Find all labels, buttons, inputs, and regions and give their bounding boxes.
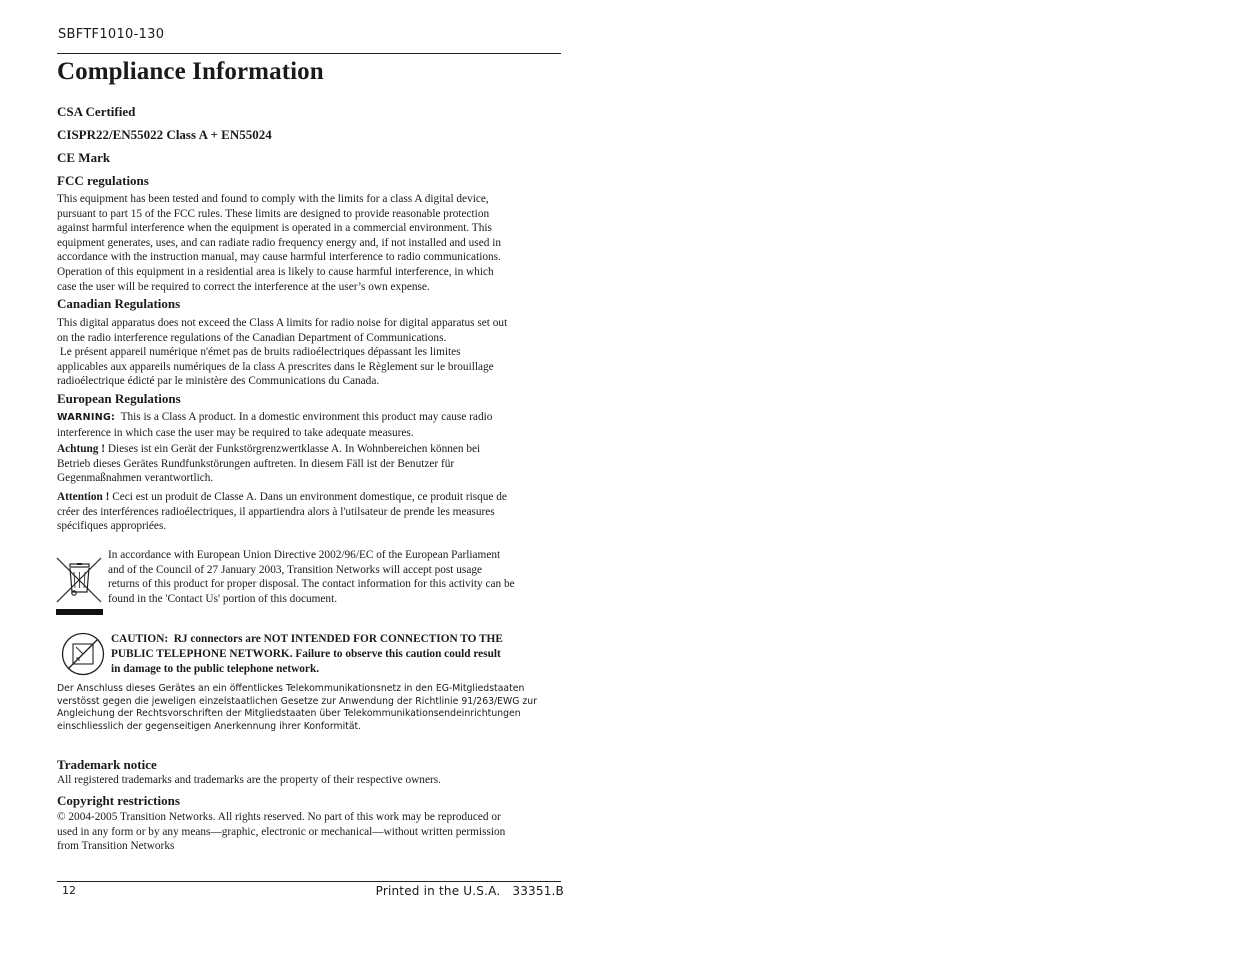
attention-label: Attention ! bbox=[57, 491, 110, 503]
european-regulations-heading: European Regulations bbox=[57, 391, 181, 406]
crossed-out-wheelie-bin-icon bbox=[55, 554, 104, 616]
copyright-paragraph bbox=[57, 810, 562, 854]
text-line: on the radio interference regulations of the Canadian Department of Communications. bbox=[57, 331, 447, 344]
text-line: applicables aux appareils numériques de la class A prescrites dans le Règlement sur le brouillage bbox=[57, 360, 494, 373]
warning-label: WARNING: bbox=[57, 412, 116, 423]
ce-mark-heading: CE Mark bbox=[57, 150, 111, 165]
text-line: Betrieb dieses Gerätes Rundfunkstörungen auftreten. In diesem Fäll ist der Benutzer für bbox=[57, 457, 455, 470]
page-number: 12 bbox=[62, 884, 76, 897]
text-line: einschliesslich der gegenseitigen Anerkennung ihrer Konformität. bbox=[57, 721, 362, 733]
footer-divider bbox=[57, 881, 561, 882]
text-line: PUBLIC TELEPHONE NETWORK. Failure to observe this caution could result bbox=[111, 647, 501, 660]
page-title: Compliance Information bbox=[57, 58, 324, 85]
text-line: Operation of this equipment in a residential area is likely to cause harmful interference, in which bbox=[57, 265, 494, 278]
achtung-text: Dieses ist ein Gerät der Funkstörgrenzwertklasse A. In Wohnbereichen können bei bbox=[105, 443, 481, 455]
printed-in-usa-label: Printed in the U.S.A. 33351.B bbox=[375, 884, 564, 898]
text-line: This equipment has been tested and found to comply with the limits for a class A digital device, bbox=[57, 193, 489, 205]
warning-paragraph bbox=[57, 410, 562, 440]
text-line bbox=[57, 442, 562, 457]
text-line: In accordance with European Union Directive 2002/96/EC of the European Parliament bbox=[108, 549, 501, 561]
text-line: used in any form or by any means—graphic, electronic or mechanical—without written permission bbox=[57, 825, 506, 838]
text-line: Gegenmaßnahmen verantwortlich. bbox=[57, 472, 214, 485]
text-line: verstösst gegen die jeweligen einzelstaatlichen Gesetze zur Anwendung der Richtlinie 91/263/EWG zur bbox=[57, 695, 537, 707]
header-divider bbox=[57, 53, 561, 54]
text-line: spécifiques appropriées. bbox=[57, 520, 167, 533]
text-line: © 2004-2005 Transition Networks. All rights reserved. No part of this work may be reproduced or bbox=[57, 811, 501, 823]
text-line: créer des interférences radioélectriques, il appartiendra alors à l'utilsateur de prende les measures bbox=[57, 505, 495, 518]
canadian-regulations-heading: Canadian Regulations bbox=[57, 296, 181, 311]
text-line: case the user will be required to correct the interference at the user’s own expense. bbox=[57, 280, 430, 293]
fcc-paragraph bbox=[57, 192, 562, 294]
text-line: equipment generates, uses, and can radiate radio frequency energy and, if not installed and used in bbox=[57, 236, 501, 249]
achtung-paragraph bbox=[57, 442, 562, 486]
no-telephone-connection-icon bbox=[61, 632, 105, 676]
trademark-text: All registered trademarks and trademarks are the property of their respective owners. bbox=[57, 774, 441, 786]
text-line: CAUTION: RJ connectors are NOT INTENDED FOR CONNECTION TO THE bbox=[111, 633, 503, 645]
canadian-paragraph bbox=[57, 316, 562, 389]
text-line: against harmful interference when the equipment is operated in a commercial environment. This bbox=[57, 222, 492, 235]
text-line: Le présent appareil numérique n'émet pas de bruits radioélectriques dépassant les limites bbox=[57, 346, 461, 359]
cispr-heading: CISPR22/EN55022 Class A + EN55024 bbox=[57, 127, 272, 142]
text-line: radioélectrique édicté par le ministère des Communications du Canada. bbox=[57, 375, 380, 388]
caution-paragraph bbox=[111, 632, 556, 676]
text-line: interference in which case the user may be required to take adequate measures. bbox=[57, 426, 414, 439]
weee-paragraph bbox=[108, 548, 563, 606]
document-code: SBFTF1010-130 bbox=[58, 27, 165, 42]
trademark-heading: Trademark notice bbox=[57, 757, 157, 772]
text-line: Der Anschluss dieses Gerätes an ein öffentlickes Telekommunikationsnetz in den EG-Mitgliedstaaten bbox=[57, 683, 525, 694]
text-line: from Transition Networks bbox=[57, 840, 175, 853]
text-line: This digital apparatus does not exceed the Class A limits for radio noise for digital apparatus set out bbox=[57, 317, 508, 329]
attention-paragraph bbox=[57, 490, 562, 534]
text-line bbox=[57, 410, 562, 426]
text-line: Angleichung der Rechtsvorschriften der Mitgliedstaaten über Telekommunikationsendeinrichtungen bbox=[57, 708, 521, 720]
text-line: found in the 'Contact Us' portion of this document. bbox=[108, 592, 338, 605]
text-line: pursuant to part 15 of the FCC rules. These limits are designed to provide reasonable protection bbox=[57, 207, 490, 220]
text-line bbox=[57, 490, 562, 505]
csa-certified-heading: CSA Certified bbox=[57, 104, 136, 119]
warning-text: This is a Class A product. In a domestic environment this product may cause radio bbox=[115, 411, 493, 423]
text-line: returns of this product for proper disposal. The contact information for this activity can be bbox=[108, 578, 515, 590]
fcc-heading: FCC regulations bbox=[57, 173, 149, 188]
text-line: in damage to the public telephone network. bbox=[111, 662, 320, 675]
text-line: accordance with the instruction manual, may cause harmful interference to radio communications. bbox=[57, 251, 501, 264]
attention-text: Ceci est un produit de Classe A. Dans un environment domestique, ce produit risque de bbox=[109, 491, 507, 503]
achtung-label: Achtung ! bbox=[57, 443, 106, 455]
copyright-heading: Copyright restrictions bbox=[57, 793, 180, 808]
german-telecom-notice bbox=[57, 683, 562, 734]
text-line: and of the Council of 27 January 2003, Transition Networks will accept post usage bbox=[108, 563, 482, 576]
